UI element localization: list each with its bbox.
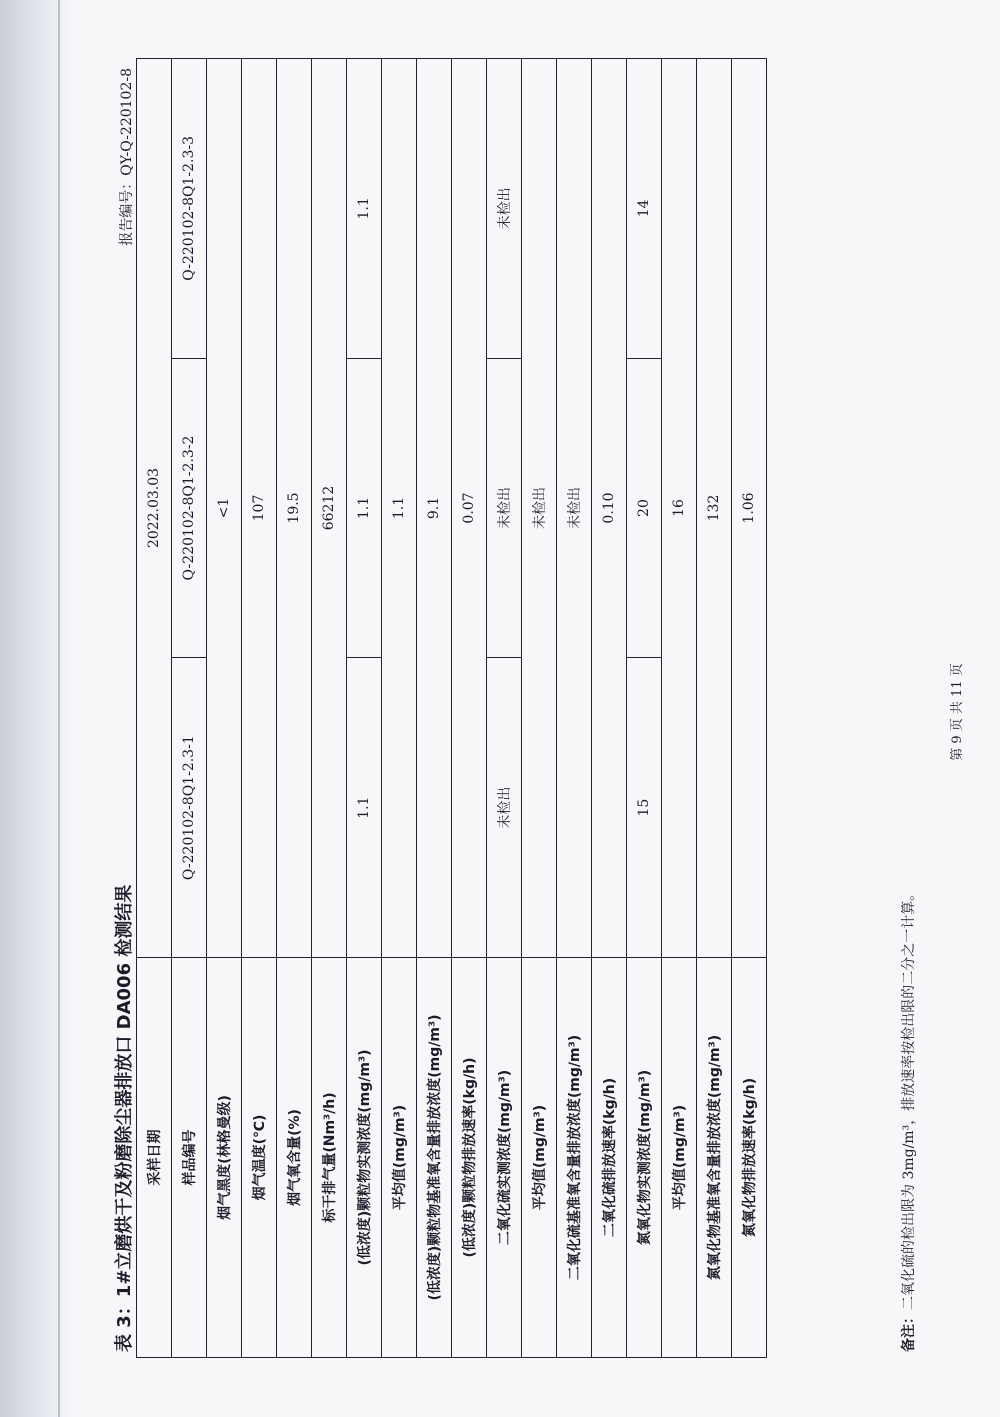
note-text: 二氧化硫的检出限为 3mg/m³，排放速率按检出限的二分之一计算。	[901, 886, 917, 1310]
table-row	[732, 59, 767, 1358]
table-row	[277, 59, 312, 1358]
cell-value: 未检出	[557, 59, 592, 958]
sample-id: Q-220102-8Q1-2.3-2	[172, 358, 207, 658]
row-label: 烟气温度(℃)	[242, 958, 277, 1358]
row-label: 标干排气量(Nm³/h)	[312, 958, 347, 1358]
rotated-content	[108, 42, 968, 1382]
row-label: 二氧化硫排放速率(kg/h)	[592, 958, 627, 1358]
table-row	[242, 59, 277, 1358]
table-row	[347, 59, 382, 1358]
cell-value: 1.1	[347, 358, 382, 658]
cell-value: 未检出	[487, 59, 522, 359]
cell-value: 1.1	[347, 658, 382, 958]
table-row	[662, 59, 697, 1358]
scan-binding-shadow	[0, 0, 72, 1417]
table-row	[592, 59, 627, 1358]
row-label: (低浓度)颗粒物实测浓度(mg/m³)	[347, 958, 382, 1358]
table-row	[382, 59, 417, 1358]
cell-value: 0.07	[452, 59, 487, 958]
document-page	[82, 12, 994, 1412]
sample-id: Q-220102-8Q1-2.3-3	[172, 59, 207, 359]
table-row	[417, 59, 452, 1358]
cell-value: 未检出	[487, 658, 522, 958]
row-label: 平均值(mg/m³)	[382, 958, 417, 1358]
row-label: 氮氧化物实测浓度(mg/m³)	[627, 958, 662, 1358]
row-label: 平均值(mg/m³)	[662, 958, 697, 1358]
cell-value: 14	[627, 59, 662, 359]
cell-value: 1.1	[347, 59, 382, 359]
table-row	[557, 59, 592, 1358]
page-number: 第 9 页 共 11 页	[950, 663, 965, 761]
row-label: 氮氧化物基准氧含量排放浓度(mg/m³)	[697, 958, 732, 1358]
cell-value: 20	[627, 358, 662, 658]
table-row	[312, 59, 347, 1358]
cell-value: 9.1	[417, 59, 452, 958]
row-label: (低浓度)颗粒物排放速率(kg/h)	[452, 958, 487, 1358]
table-row	[522, 59, 557, 1358]
cell-value: 未检出	[487, 358, 522, 658]
results-table	[136, 58, 767, 1358]
cell-value: 15	[627, 658, 662, 958]
table-row	[452, 59, 487, 1358]
cell-value: 107	[242, 59, 277, 958]
table-row	[137, 59, 172, 1358]
date-value: 2022.03.03	[137, 59, 172, 958]
table-row	[207, 59, 242, 1358]
cell-value: 66212	[312, 59, 347, 958]
date-label: 采样日期	[137, 958, 172, 1358]
table-row	[172, 59, 207, 1358]
table-row	[627, 59, 662, 1358]
cell-value: 1.1	[382, 59, 417, 958]
note-label: 备注：	[901, 1310, 917, 1352]
row-label: 氮氧化物排放速率(kg/h)	[732, 958, 767, 1358]
cell-value: <1	[207, 59, 242, 958]
scan-binding-edge	[58, 0, 60, 1417]
table-row	[697, 59, 732, 1358]
row-label: 二氧化硫实测浓度(mg/m³)	[487, 958, 522, 1358]
cell-value: 16	[662, 59, 697, 958]
cell-value: 19.5	[277, 59, 312, 958]
cell-value: 0.10	[592, 59, 627, 958]
cell-value: 未检出	[522, 59, 557, 958]
table-note	[898, 887, 918, 1352]
row-label: (低浓度)颗粒物基准氧含量排放浓度(mg/m³)	[417, 958, 452, 1358]
table-title: 表 3：1#立磨烘干及粉磨除尘器排放口 DA006 检测结果	[114, 884, 135, 1352]
row-label: 平均值(mg/m³)	[522, 958, 557, 1358]
cell-value: 132	[697, 59, 732, 958]
row-label: 烟气氧含量(%)	[277, 958, 312, 1358]
row-label: 烟气黑度(林格曼级)	[207, 958, 242, 1358]
row-label: 二氧化硫基准氧含量排放浓度(mg/m³)	[557, 958, 592, 1358]
report-number: 报告编号：QY-Q-220102-8	[119, 68, 135, 246]
table-row	[487, 59, 522, 1358]
cell-value: 1.06	[732, 59, 767, 958]
sample-id: Q-220102-8Q1-2.3-1	[172, 658, 207, 958]
sample-label: 样品编号	[172, 958, 207, 1358]
